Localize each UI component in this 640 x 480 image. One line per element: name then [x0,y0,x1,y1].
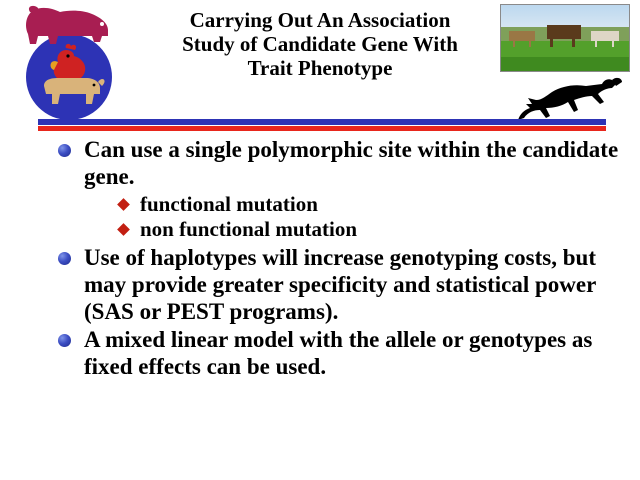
bullet-text: A mixed linear model with the allele or genotypes as fixed effects can be used. [84,327,593,379]
diamond-bullet-icon [117,198,130,211]
sub-bullet-item-1-2 [118,217,640,242]
cow-icon [36,72,106,112]
sub-bullet-text: non functional mutation [140,217,358,241]
bullet-item-3 [58,326,640,380]
divider-red [38,126,606,131]
farm-animals-circle-emblem [10,2,132,120]
bullet-text: Can use a single polymorphic site within the candidate gene. [84,137,619,189]
sphere-bullet-icon [58,334,71,347]
slide-title [132,8,508,80]
divider-blue [38,119,606,125]
sub-bullet-item-1-1 [118,192,640,217]
sphere-bullet-icon [58,252,71,265]
photo-cattle [501,5,629,71]
running-horse-icon [516,74,628,122]
title-line-3: Trait Phenotype [247,56,393,80]
title-line-1: Carrying Out An Association [189,8,451,32]
slide-header [0,0,640,132]
bullet-text: Use of haplotypes will increase genotyping costs, but may provide greater specificity and statistical power (SAS or PEST programs). [84,245,596,324]
sub-bullet-list-1 [84,192,640,242]
bullet-list [0,136,640,380]
title-line-2: Study of Candidate Gene With [182,32,458,56]
slide-body [0,136,640,381]
diamond-bullet-icon [117,223,130,236]
sub-bullet-text: functional mutation [140,192,318,216]
bullet-item-2 [58,244,640,325]
sphere-bullet-icon [58,144,71,157]
bullet-item-1 [58,136,640,242]
cattle-pasture-photo [500,4,630,72]
